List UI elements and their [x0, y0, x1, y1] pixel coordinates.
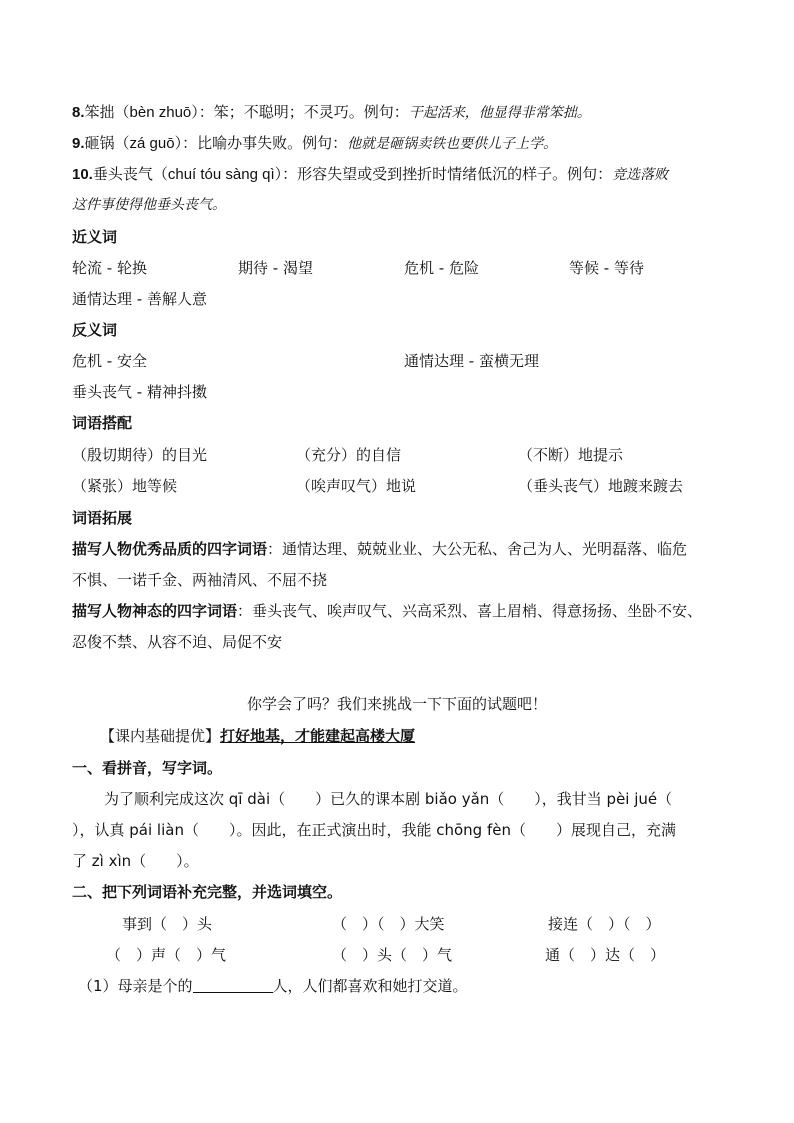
synonym-pair: 期待 - 渴望 [238, 259, 313, 277]
idiom-fill: 通（ ）达（ ） [545, 946, 666, 964]
sub-question-text: 人，人们都喜欢和她打交道。 [272, 977, 468, 995]
question-1-line-2: ），认真 pái liàn（ ）。因此，在正式演出时，我能 chōng fèn（ ）展现自己，充满 [72, 821, 676, 839]
collocation-item: （殷切期待）的目光 [72, 446, 208, 464]
question-1-line-1: 为了顺利完成这次 qī dài（ ）已久的课本剧 biǎo yǎn（ ），我甘当 pèi jué（ [104, 790, 673, 808]
idiom-fill: （ ）（ ）大笑 [332, 915, 445, 933]
expansion-group-2-cont: 忍俊不禁、从容不迫、局促不安 [72, 633, 283, 651]
entry-pinyin: （bèn zhuō） [114, 104, 199, 121]
entry-term: 砸锅 [84, 134, 115, 152]
collocations-heading: 词语搭配 [72, 414, 133, 432]
question-1-line-3: 了 zì xìn（ ）。 [72, 852, 199, 870]
section-motto: 打好地基，才能建起高楼大厦 [220, 727, 416, 745]
entry-example: 竞选落败 [612, 167, 669, 183]
collocation-item: （不断）地提示 [518, 446, 624, 464]
entry-number: 10. [72, 166, 93, 183]
entry-number: 8. [72, 104, 85, 121]
expansion-heading: 词语拓展 [72, 509, 133, 527]
entry-example: 他就是砸锅卖铁也要供儿子上学。 [347, 136, 558, 152]
expansion-label: 描写人物神态的四字词语 [72, 602, 238, 620]
question-2-title: 二、把下列词语补充完整，并选词填空。 [72, 883, 343, 901]
word-entry-10-example-cont: 这件事使得他垂头丧气。 [72, 197, 226, 213]
word-entry-8 [72, 102, 734, 123]
expansion-group-2 [72, 601, 734, 621]
entry-definition: ：形容失望或受到挫折时情绪低沉的样子。例句： [282, 165, 613, 183]
synonyms-heading: 近义词 [72, 228, 118, 246]
question-1-title: 一、看拼音，写字词。 [72, 759, 223, 777]
entry-term: 笨拙 [84, 103, 115, 121]
idiom-fill: （ ）声（ ）气 [106, 946, 227, 964]
expansion-group-1 [72, 539, 734, 559]
antonym-pair: 通情达理 - 蛮横无理 [404, 352, 539, 370]
entry-number: 9. [72, 135, 85, 152]
synonym-pair: 危机 - 危险 [404, 259, 479, 277]
challenge-prompt: 你学会了吗？我们来挑战一下下面的试题吧！ [246, 695, 547, 713]
sub-question-text: （1）母亲是个的 [78, 977, 193, 995]
collocation-item: （唉声叹气）地说 [296, 477, 417, 495]
idiom-fill: （ ）头（ ）气 [332, 946, 453, 964]
synonym-pair: 等候 - 等待 [569, 259, 644, 277]
idiom-fill: 接连（ ）（ ） [548, 915, 661, 933]
answer-blank[interactable] [193, 978, 273, 993]
word-entry-9 [72, 133, 734, 154]
antonyms-heading: 反义词 [72, 321, 118, 339]
collocation-item: （紧张）地等候 [72, 477, 178, 495]
word-entry-10 [72, 164, 734, 185]
synonym-pair: 轮流 - 轮换 [72, 259, 147, 277]
entry-term: 垂头丧气 [92, 165, 153, 183]
collocation-item: （垂头丧气）地踱来踱去 [518, 477, 684, 495]
idiom-fill: 事到（ ）头 [122, 915, 213, 933]
section-banner [100, 726, 415, 746]
entry-definition: ：比喻办事失败。例句： [182, 134, 348, 152]
entry-example: 干起活来，他显得非常笨拙。 [408, 105, 591, 121]
expansion-words: ：通情达理、兢兢业业、大公无私、舍己为人、光明磊落、临危 [267, 540, 688, 558]
antonym-pair: 危机 - 安全 [72, 352, 147, 370]
collocation-item: （充分）的自信 [296, 446, 402, 464]
antonym-pair: 垂头丧气 - 精神抖擞 [72, 383, 207, 401]
expansion-words: ：垂头丧气、唉声叹气、兴高采烈、喜上眉梢、得意扬扬、坐卧不安、 [237, 602, 703, 620]
expansion-group-1-cont: 不惧、一诺千金、两袖清风、不屈不挠 [72, 571, 328, 589]
entry-pinyin: （chuí tóu sàng qì） [152, 166, 283, 183]
entry-definition: ：笨；不聪明；不灵巧。例句： [198, 103, 409, 121]
question-2-sub-1 [78, 976, 468, 996]
section-bracket: 【课内基础提优】 [100, 727, 221, 745]
expansion-label: 描写人物优秀品质的四字词语 [72, 540, 268, 558]
entry-pinyin: （zá guō） [114, 135, 183, 152]
synonym-pair: 通情达理 - 善解人意 [72, 290, 207, 308]
